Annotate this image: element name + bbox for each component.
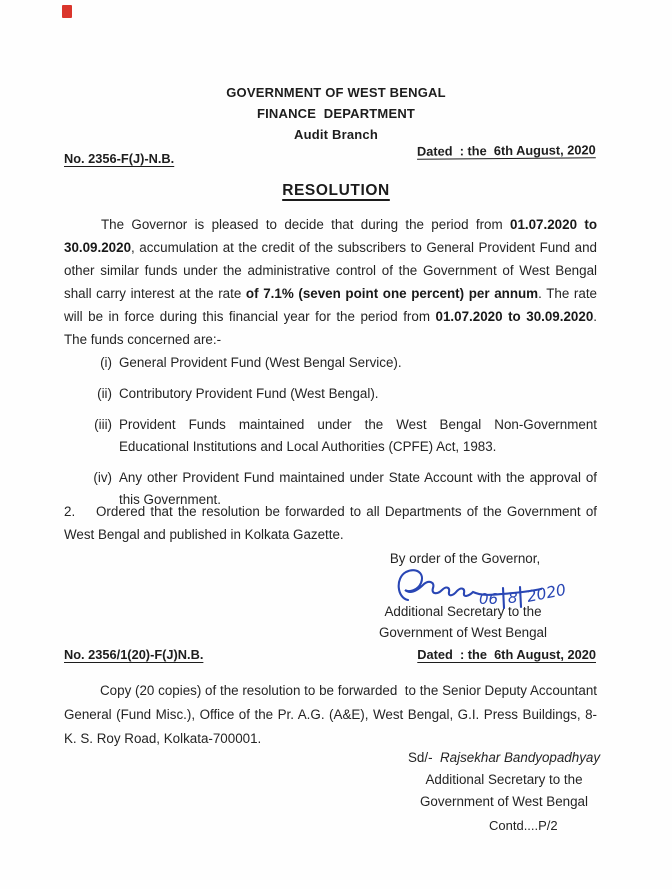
resolution-title: RESOLUTION <box>282 182 390 199</box>
sd-label: Sd/- <box>407 750 433 765</box>
list-item-marker: (ii) <box>97 386 112 401</box>
red-scan-mark <box>62 5 72 18</box>
signature-date-month: 8 <box>508 589 518 607</box>
contd-line: Contd....P/2 <box>489 818 558 833</box>
ordered-paragraph: 2. Ordered that the resolution be forwarded to all Departments of the Government of West Bengal and published in Kolkata Gazette. <box>64 504 597 542</box>
list-item <box>78 383 597 405</box>
by-order-line: By order of the Governor, <box>389 551 541 566</box>
signature-date-year: 2020 <box>525 580 568 606</box>
reference-number-2: No. 2356/1(20)-F(J)N.B. <box>64 647 204 662</box>
signature-date-bar-1 <box>503 588 504 608</box>
header-branch-line: Audit Branch <box>293 127 378 142</box>
signatory-title-line1: Additional Secretary to the <box>384 604 542 619</box>
list-item <box>78 352 597 374</box>
date-line-1: Dated : the 6th August, 2020 <box>417 142 597 159</box>
signature-date-bar-2 <box>520 587 521 607</box>
footer-title-line1: Additional Secretary to the <box>425 772 583 787</box>
sd-line <box>398 747 610 769</box>
signature-scribble <box>392 565 582 609</box>
list-item-text: General Provident Fund (West Bengal Service). <box>119 355 402 370</box>
date-line-2: Dated : the 6th August, 2020 <box>417 647 596 662</box>
list-item-marker: (i) <box>100 355 112 370</box>
list-item <box>78 414 597 458</box>
reference-row-2 <box>64 647 596 662</box>
signatory-name: Rajsekhar Bandyopadhyay <box>439 750 601 765</box>
list-item-text: Any other Provident Fund maintained under State Account with the approval of this Government. <box>119 470 597 507</box>
copy-paragraph: Copy (20 copies) of the resolution to be forwarded to the Senior Deputy Accountant General (Fund Misc.), Office of the Pr. A.G. (A&E), West Bengal, G.I. Press Buildings, 8- K. S. Roy Road, Kolkata-700001. <box>64 683 597 746</box>
header-department-line: FINANCE DEPARTMENT <box>256 106 416 121</box>
document-header <box>0 82 672 145</box>
list-item-text: Provident Funds maintained under the West Bengal Non-Government Educational Institutions and Local Authorities (CPFE) Act, 1983. <box>119 417 597 454</box>
signatory-title-line2: Government of West Bengal <box>379 625 547 640</box>
footer-title-line2: Government of West Bengal <box>420 794 588 809</box>
list-item-text: Contributory Provident Fund (West Bengal). <box>119 386 379 401</box>
fund-list <box>78 352 597 520</box>
header-government-line: GOVERNMENT OF WEST BENGAL <box>226 85 446 100</box>
list-item-marker: (iii) <box>94 417 112 432</box>
signature-date-day: 06 <box>479 590 499 608</box>
opening-paragraph: The Governor is pleased to decide that during the period from 01.07.2020 to 30.09.2020, accumulation at the credit of the subscribers to General Provident Fund and other similar funds under the administrative control of the Government of West Bengal shall carry interest at the rate of 7.1% (seven point one percent) per annum. The rate will be in force during this financial year for the period from 01.07.2020 to 30.09.2020. The funds concerned are:- <box>64 217 598 347</box>
list-item-marker: (iv) <box>93 470 112 485</box>
reference-number-1: No. 2356-F(J)-N.B. <box>64 151 175 166</box>
footer-signature-block <box>398 747 610 813</box>
reference-row-1 <box>64 142 597 166</box>
